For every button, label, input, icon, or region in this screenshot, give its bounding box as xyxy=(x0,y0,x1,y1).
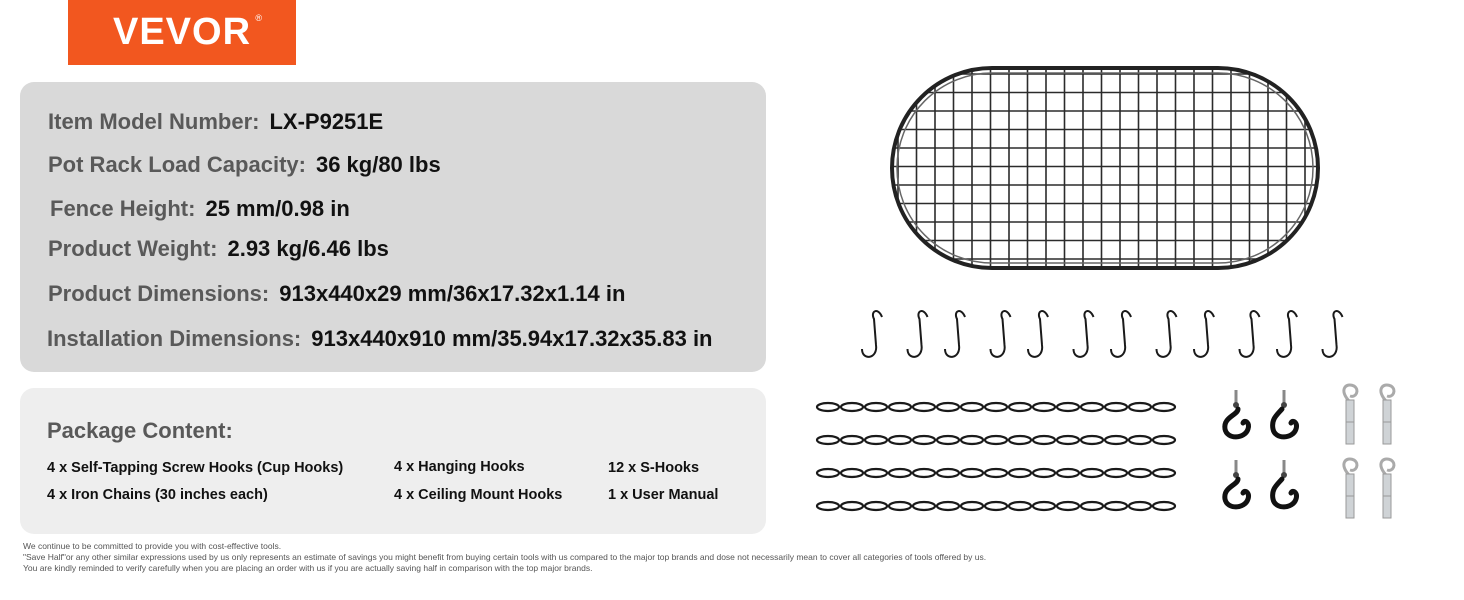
chain-link-icon xyxy=(865,502,887,510)
chain-link-icon xyxy=(1105,502,1127,510)
chain-link-icon xyxy=(937,502,959,510)
s-hook-icon xyxy=(1194,311,1214,357)
chain-link-icon xyxy=(1009,502,1031,510)
chain-link-icon xyxy=(1009,403,1031,411)
s-hook-icon xyxy=(1157,311,1177,357)
chain-link-icon xyxy=(1081,502,1103,510)
chain-link-icon xyxy=(841,502,863,510)
package-content-panel xyxy=(20,388,766,534)
chain-link-icon xyxy=(1129,502,1151,510)
cup-hook-icon xyxy=(1273,390,1297,437)
chain-link-icon xyxy=(1153,403,1175,411)
chain-link-icon xyxy=(1105,469,1127,477)
spec-label: Fence Height: xyxy=(50,196,196,221)
chain-link-icon xyxy=(889,469,911,477)
chain-link-icon xyxy=(961,502,983,510)
spec-row-product-dimensions xyxy=(48,281,625,307)
chain-link-icon xyxy=(913,436,935,444)
s-hook-icon xyxy=(1240,311,1260,357)
chain-link-icon xyxy=(1129,403,1151,411)
chain-link-icon xyxy=(937,403,959,411)
chain-link-icon xyxy=(1033,502,1055,510)
chain-link-icon xyxy=(1057,436,1079,444)
package-item: 1 x User Manual xyxy=(608,487,719,503)
registered-mark: ® xyxy=(255,13,264,23)
chain-link-icon xyxy=(961,403,983,411)
chain-link-icon xyxy=(1153,502,1175,510)
chain-link-icon xyxy=(937,436,959,444)
chain-link-icon xyxy=(817,502,839,510)
chain-link-icon xyxy=(1129,436,1151,444)
package-item: 4 x Iron Chains (30 inches each) xyxy=(47,487,268,503)
chain-link-icon xyxy=(865,436,887,444)
spec-value: 2.93 kg/6.46 lbs xyxy=(227,236,389,261)
chain-link-icon xyxy=(985,403,1007,411)
chain-link-icon xyxy=(937,469,959,477)
s-hook-icon xyxy=(945,311,965,357)
chain-link-icon xyxy=(817,436,839,444)
cup-hook-icon xyxy=(1273,460,1297,507)
spec-value: 36 kg/80 lbs xyxy=(315,152,441,177)
chain-link-icon xyxy=(961,436,983,444)
s-hook-icon xyxy=(1074,311,1094,357)
chain-link-icon xyxy=(1057,469,1079,477)
vevor-logo xyxy=(68,0,296,65)
chain-link-icon xyxy=(1009,436,1031,444)
chain-link-icon xyxy=(841,403,863,411)
chain-link-icon xyxy=(1033,436,1055,444)
disclaimer-footer xyxy=(23,541,986,574)
chain-link-icon xyxy=(1153,436,1175,444)
rack-frame-inner xyxy=(897,73,1313,263)
ceiling-hook-icon xyxy=(1381,459,1394,518)
specifications-panel xyxy=(20,82,766,372)
chain-link-icon xyxy=(913,502,935,510)
spec-row-fence-height xyxy=(50,196,350,222)
chain-link-icon xyxy=(1057,403,1079,411)
chain-link-icon xyxy=(985,436,1007,444)
chain-link-icon xyxy=(889,502,911,510)
chain-link-icon xyxy=(985,469,1007,477)
chains-illustration xyxy=(812,392,1187,517)
package-title: Package Content: xyxy=(47,418,233,443)
spec-value: 913x440x29 mm/36x17.32x1.14 in xyxy=(279,281,626,306)
disclaimer-line: We continue to be committed to provide you with cost-effective tools. xyxy=(23,541,282,551)
chain-link-icon xyxy=(1009,469,1031,477)
cup-hook-icon xyxy=(1225,390,1249,437)
spec-row-load-capacity xyxy=(48,152,441,178)
spec-label: Item Model Number: xyxy=(48,109,260,134)
cup-hook-icon xyxy=(1225,460,1249,507)
spec-value: LX-P9251E xyxy=(269,109,384,134)
pot-rack-illustration xyxy=(880,58,1330,278)
spec-value: 25 mm/0.98 in xyxy=(205,196,350,221)
chain-link-icon xyxy=(1129,469,1151,477)
chain-link-icon xyxy=(817,469,839,477)
s-hook-icon xyxy=(862,311,882,357)
spec-label: Product Weight: xyxy=(48,236,218,261)
chain-link-icon xyxy=(865,403,887,411)
ceiling-hook-icon xyxy=(1344,385,1357,444)
chain-link-icon xyxy=(841,469,863,477)
chain-link-icon xyxy=(1033,403,1055,411)
s-hooks-illustration xyxy=(858,305,1358,365)
chain-link-icon xyxy=(1057,502,1079,510)
chain-link-icon xyxy=(865,469,887,477)
s-hook-icon xyxy=(1028,311,1048,357)
logo-text: VEVOR ® xyxy=(112,11,264,53)
s-hook-icon xyxy=(1277,311,1297,357)
chain-link-icon xyxy=(913,403,935,411)
disclaimer-line: You are kindly reminded to verify carefully when you are placing an order with us if you are actually saving half in comparison with the top major brands. xyxy=(23,563,593,573)
spec-label: Installation Dimensions: xyxy=(47,326,302,351)
chain-link-icon xyxy=(841,436,863,444)
s-hook-icon xyxy=(1323,311,1343,357)
cup-hooks-illustration xyxy=(1215,385,1305,520)
chain-link-icon xyxy=(1081,436,1103,444)
spec-label: Product Dimensions: xyxy=(48,281,270,306)
disclaimer-line: "Save Half"or any other similar expressions used by us only represents an estimate of savings you might benefit from buying certain tools with us compared to the major top brands and dose not necessarily mean to cover all categories of tools offered by us. xyxy=(23,552,987,562)
chain-link-icon xyxy=(817,403,839,411)
chain-link-icon xyxy=(889,403,911,411)
spec-label: Pot Rack Load Capacity: xyxy=(48,152,306,177)
s-hook-icon xyxy=(1111,311,1131,357)
rack-grid xyxy=(880,58,1330,278)
chain-link-icon xyxy=(889,436,911,444)
chain-link-icon xyxy=(1105,436,1127,444)
s-hook-icon xyxy=(991,311,1011,357)
chain-link-icon xyxy=(985,502,1007,510)
chain-link-icon xyxy=(1081,469,1103,477)
s-hook-icon xyxy=(908,311,928,357)
chain-link-icon xyxy=(961,469,983,477)
package-item: 4 x Hanging Hooks xyxy=(394,459,525,475)
spec-row-model xyxy=(48,109,383,135)
chain-link-icon xyxy=(1153,469,1175,477)
chain-link-icon xyxy=(1105,403,1127,411)
rack-frame xyxy=(892,68,1318,268)
ceiling-hook-icon xyxy=(1344,459,1357,518)
spec-row-weight xyxy=(48,236,389,262)
package-item: 4 x Ceiling Mount Hooks xyxy=(394,487,563,503)
spec-row-installation-dimensions xyxy=(47,326,713,352)
chain-link-icon xyxy=(1033,469,1055,477)
chain-link-icon xyxy=(913,469,935,477)
spec-value: 913x440x910 mm/35.94x17.32x35.83 in xyxy=(311,326,713,351)
package-item: 12 x S-Hooks xyxy=(608,460,700,476)
ceiling-hooks-illustration xyxy=(1330,382,1410,522)
ceiling-hook-icon xyxy=(1381,385,1394,444)
chain-link-icon xyxy=(1081,403,1103,411)
package-item: 4 x Self-Tapping Screw Hooks (Cup Hooks) xyxy=(47,460,344,476)
